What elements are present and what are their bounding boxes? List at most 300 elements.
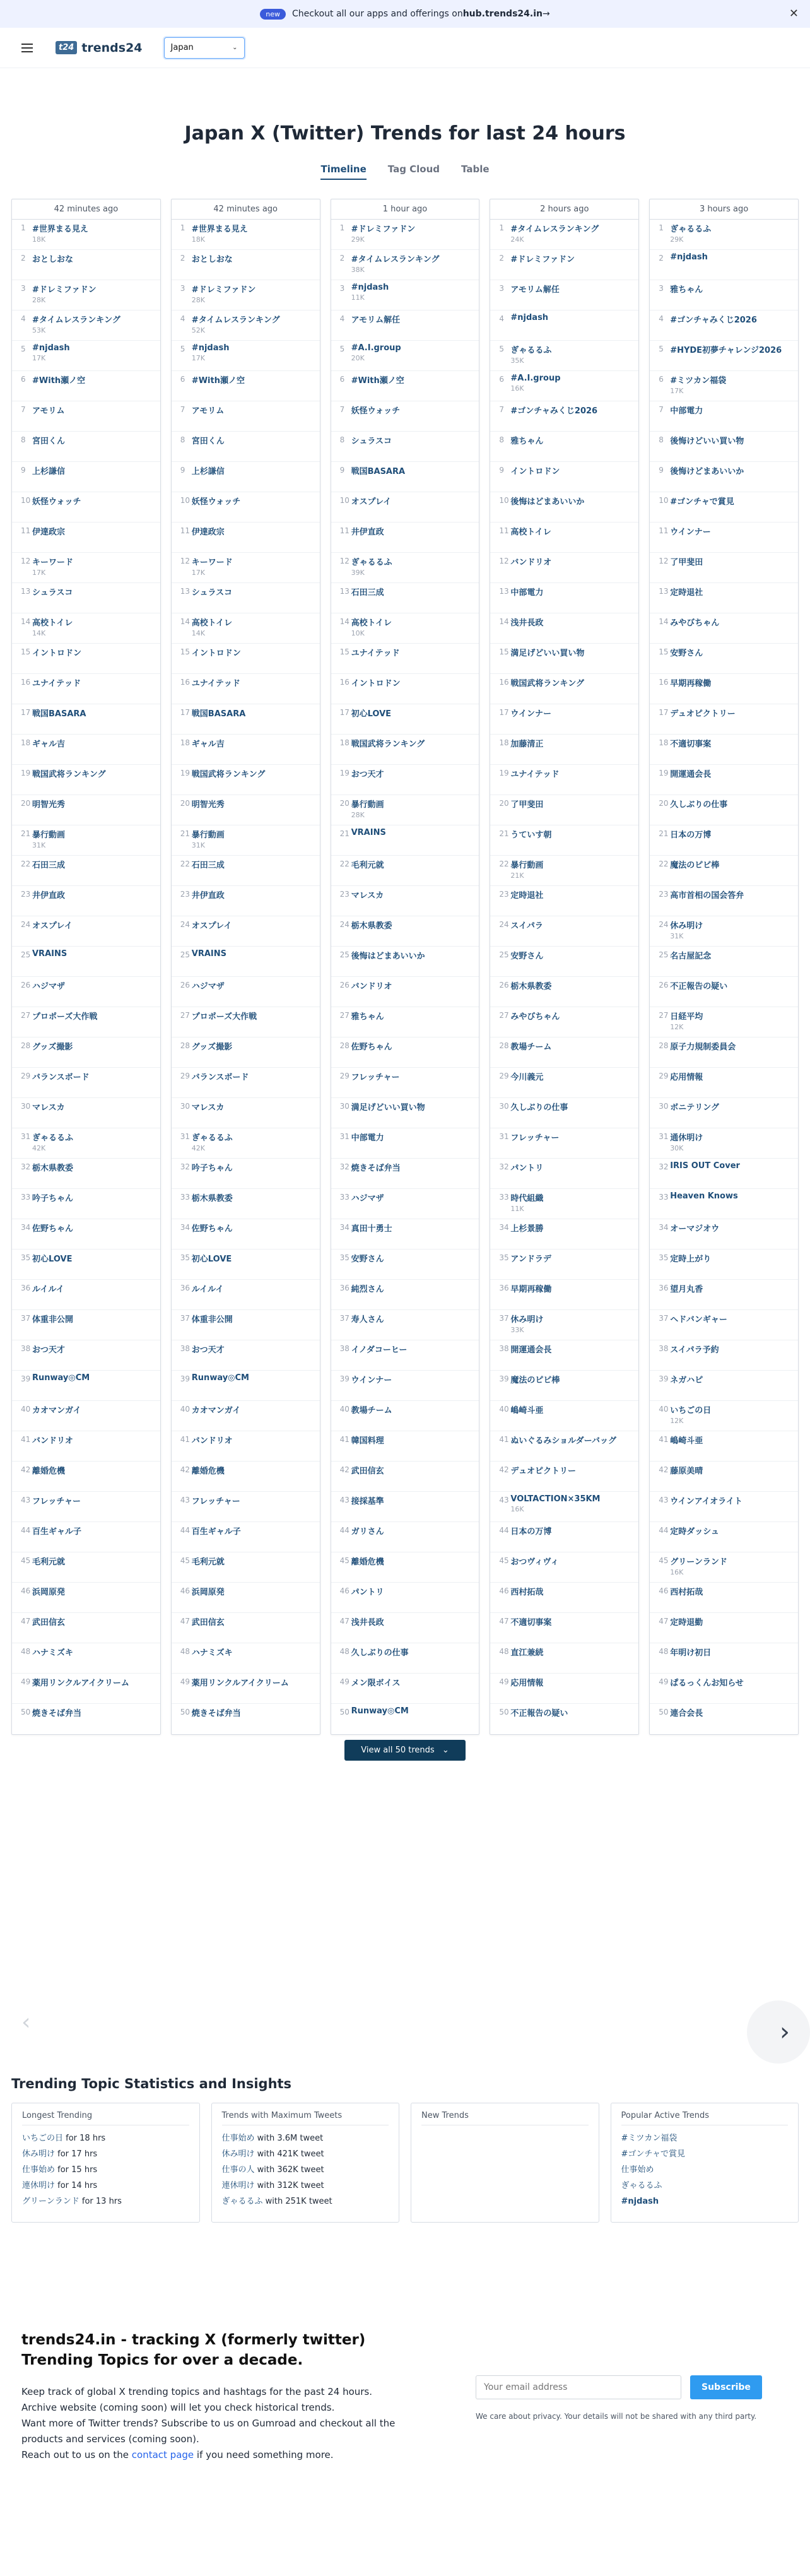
trend-item[interactable] [490, 1613, 638, 1643]
trend-item[interactable] [331, 1492, 479, 1522]
trend-item[interactable] [650, 1280, 798, 1310]
trend-item[interactable] [12, 977, 160, 1007]
tab-table[interactable]: Table [461, 163, 490, 175]
trend-item[interactable] [172, 1068, 320, 1098]
trend-name[interactable]: みやびちゃん [670, 618, 720, 628]
trend-item[interactable] [650, 1310, 798, 1340]
trend-name[interactable]: 伊達政宗 [191, 528, 225, 537]
trend-item[interactable] [650, 856, 798, 886]
trend-item[interactable] [490, 1250, 638, 1280]
trend-name[interactable]: 雅ちゃん [510, 437, 544, 446]
trend-name[interactable]: 井伊直政 [351, 528, 384, 537]
stats-item-link[interactable]: #ゴンチャで賞見 [621, 2149, 686, 2159]
trend-item[interactable] [490, 1068, 638, 1098]
trend-item[interactable] [12, 1462, 160, 1492]
trend-item[interactable] [12, 1128, 160, 1159]
trend-item[interactable] [490, 1007, 638, 1037]
trend-item[interactable] [172, 371, 320, 401]
trend-item[interactable] [12, 310, 160, 341]
trend-item[interactable] [490, 856, 638, 886]
trend-name[interactable]: #ドレミファドン [191, 285, 256, 295]
trend-item[interactable] [490, 401, 638, 432]
trend-name[interactable]: 高校トイレ [510, 528, 551, 537]
trend-item[interactable] [331, 1310, 479, 1340]
trend-item[interactable] [650, 704, 798, 735]
trend-item[interactable] [12, 1674, 160, 1704]
trend-item[interactable] [172, 1128, 320, 1159]
trend-name[interactable]: 雅ちゃん [670, 285, 703, 295]
trend-item[interactable] [12, 1189, 160, 1219]
trend-name[interactable]: 連合会長 [670, 1709, 703, 1718]
trend-item[interactable] [331, 1068, 479, 1098]
trend-name[interactable]: おつヴィヴィ [510, 1557, 559, 1567]
trend-item[interactable] [650, 553, 798, 583]
trend-item[interactable] [12, 674, 160, 704]
trend-name[interactable]: ヘドバンギャー [670, 1315, 727, 1325]
trend-item[interactable] [650, 1340, 798, 1371]
trend-name[interactable]: オスプレイ [32, 921, 73, 931]
trend-item[interactable] [172, 977, 320, 1007]
trend-item[interactable] [650, 523, 798, 553]
trend-name[interactable]: #タイムレスランキング [191, 316, 280, 325]
trend-item[interactable] [331, 1643, 479, 1674]
trend-item[interactable] [650, 310, 798, 341]
trend-name[interactable]: 了甲斐田 [670, 558, 703, 567]
trend-name[interactable]: おつ天才 [351, 770, 384, 779]
trend-name[interactable]: 妖怪ウォッチ [191, 497, 241, 507]
trend-name[interactable]: ぎゃるるふ [32, 1133, 74, 1143]
trend-name[interactable]: ウインナー [670, 528, 711, 537]
trend-name[interactable]: 吟子ちゃん [191, 1164, 233, 1173]
trend-item[interactable] [12, 1250, 160, 1280]
trend-name[interactable]: 焼きそば弁当 [191, 1709, 241, 1718]
trend-name[interactable]: ぱるっくんお知らせ [670, 1679, 744, 1688]
trend-name[interactable]: 薬用リンクルアイクリーム [191, 1679, 289, 1688]
trend-item[interactable] [172, 1674, 320, 1704]
trend-name[interactable]: 寿人さん [351, 1315, 384, 1325]
trend-item[interactable] [12, 947, 160, 977]
trend-item[interactable] [490, 613, 638, 644]
trend-item[interactable] [650, 280, 798, 310]
trend-name[interactable]: 望月丸香 [670, 1285, 703, 1294]
trend-item[interactable] [490, 462, 638, 492]
email-input[interactable] [476, 2375, 681, 2399]
trend-item[interactable] [490, 553, 638, 583]
trend-item[interactable] [12, 280, 160, 310]
stats-item-link[interactable]: 仕事の人 [221, 2165, 255, 2175]
trend-item[interactable] [331, 371, 479, 401]
trend-name[interactable]: 栃木県教委 [191, 1194, 233, 1203]
trend-name[interactable]: 開運通会長 [510, 1345, 552, 1355]
trend-item[interactable] [650, 1643, 798, 1674]
trend-item[interactable] [172, 1250, 320, 1280]
trend-name[interactable]: マレスカ [351, 891, 384, 901]
trend-item[interactable] [490, 1492, 638, 1522]
contact-page-link[interactable]: contact page [131, 2449, 194, 2461]
trend-name[interactable]: 中部電力 [510, 588, 544, 598]
trend-item[interactable] [12, 1522, 160, 1552]
trend-name[interactable]: VRAINS [351, 828, 386, 837]
trend-name[interactable]: みやびちゃん [510, 1012, 560, 1022]
trend-item[interactable] [490, 1431, 638, 1462]
trend-name[interactable]: ギャル吉 [191, 740, 225, 749]
trend-name[interactable]: 名古屋記念 [670, 952, 712, 961]
trend-item[interactable] [331, 310, 479, 341]
trend-name[interactable]: 魔法のピビ棒 [670, 861, 720, 870]
trend-name[interactable]: ウインアイオライト [670, 1497, 742, 1506]
trend-name[interactable]: 武田信玄 [351, 1467, 384, 1476]
trend-name[interactable]: 暴行動画 [510, 861, 544, 870]
trend-name[interactable]: 浅井長政 [351, 1618, 384, 1628]
trend-name[interactable]: ぎゃるるふ [670, 225, 712, 234]
trend-item[interactable] [172, 947, 320, 977]
trend-name[interactable]: 栃木県教委 [32, 1164, 74, 1173]
trend-item[interactable] [331, 583, 479, 613]
trend-name[interactable]: 浅井長政 [510, 618, 544, 628]
trend-item[interactable] [331, 1522, 479, 1552]
trend-item[interactable] [650, 1522, 798, 1552]
trend-name[interactable]: #ドレミファドン [351, 225, 416, 234]
trend-name[interactable]: 宮田くん [32, 437, 66, 446]
trend-item[interactable] [172, 553, 320, 583]
trend-item[interactable] [650, 765, 798, 795]
trend-name[interactable]: 戦国BASARA [351, 467, 406, 476]
trend-name[interactable]: ギャル吉 [32, 740, 66, 749]
trend-name[interactable]: 久しぶりの仕事 [351, 1648, 409, 1658]
trend-name[interactable]: 魔法のピビ棒 [510, 1376, 560, 1385]
trend-item[interactable] [331, 1583, 479, 1613]
stats-item-link[interactable]: 仕事始め [621, 2165, 654, 2175]
trend-name[interactable]: バンドリオ [351, 982, 392, 991]
trend-name[interactable]: 毛利元就 [32, 1557, 66, 1567]
trend-name[interactable]: 定時退社 [670, 588, 703, 598]
trend-name[interactable]: うていす朝 [510, 830, 552, 840]
trend-name[interactable]: 石田三成 [32, 861, 66, 870]
trend-name[interactable]: いちごの日 [670, 1406, 712, 1415]
trend-name[interactable]: 佐野ちゃん [191, 1224, 233, 1234]
trend-name[interactable]: イントロドン [351, 679, 401, 688]
trend-name[interactable]: フレッチャー [510, 1133, 560, 1143]
trend-name[interactable]: アモリム解任 [351, 316, 401, 325]
trend-name[interactable]: オーマジオウ [670, 1224, 720, 1234]
trend-name[interactable]: #With瀬ノ空 [351, 376, 404, 386]
trend-name[interactable]: 純烈さん [351, 1285, 384, 1294]
trend-item[interactable] [172, 280, 320, 310]
trend-name[interactable]: 嶋崎斗亜 [670, 1436, 703, 1446]
trend-item[interactable] [12, 371, 160, 401]
trend-name[interactable]: 浜岡原発 [191, 1588, 225, 1597]
trend-item[interactable] [331, 1552, 479, 1583]
trend-item[interactable] [12, 250, 160, 280]
trend-name[interactable]: ウインナー [351, 1376, 392, 1385]
trend-item[interactable] [650, 1068, 798, 1098]
trend-item[interactable] [490, 583, 638, 613]
trend-name[interactable]: #ゴンチャで賞見 [670, 497, 734, 507]
trend-name[interactable]: 高校トイレ [32, 618, 73, 628]
trend-name[interactable]: 体重非公開 [32, 1315, 74, 1325]
trend-item[interactable] [12, 1340, 160, 1371]
trend-name[interactable]: 井伊直政 [191, 891, 225, 901]
trend-item[interactable] [12, 1098, 160, 1128]
trend-item[interactable] [331, 553, 479, 583]
trend-item[interactable] [331, 401, 479, 432]
site-logo[interactable] [56, 41, 143, 55]
trend-item[interactable] [331, 977, 479, 1007]
trend-name[interactable]: パントリ [351, 1588, 384, 1597]
trend-name[interactable]: #With瀬ノ空 [32, 376, 86, 386]
trend-name[interactable]: 安野さん [510, 952, 544, 961]
trend-name[interactable]: バンドリオ [32, 1436, 73, 1446]
trend-item[interactable] [331, 1340, 479, 1371]
trend-item[interactable] [172, 674, 320, 704]
trend-name[interactable]: 安野さん [351, 1255, 384, 1264]
trend-item[interactable] [12, 401, 160, 432]
trend-name[interactable]: 戦国武将ランキング [32, 770, 106, 779]
trend-name[interactable]: スイパラ予約 [670, 1345, 719, 1355]
trend-item[interactable] [172, 825, 320, 856]
trend-name[interactable]: 後悔けどまあいいか [670, 467, 744, 476]
trend-name[interactable]: 明智光秀 [32, 800, 66, 810]
trend-name[interactable]: #タイムレスランキング [510, 225, 599, 234]
banner-link[interactable]: hub.trends24.in [462, 9, 543, 19]
trend-name[interactable]: 定時ダッシュ [670, 1527, 719, 1537]
trend-name[interactable]: 雅ちゃん [351, 1012, 384, 1022]
trend-name[interactable]: 初心LOVE [351, 709, 392, 719]
trend-item[interactable] [12, 1007, 160, 1037]
trend-name[interactable]: IRIS OUT Cover [670, 1161, 740, 1171]
trend-item[interactable] [490, 704, 638, 735]
trend-item[interactable] [12, 1068, 160, 1098]
trend-item[interactable] [12, 825, 160, 856]
trend-name[interactable]: 中部電力 [351, 1133, 384, 1143]
trend-name[interactable]: 毛利元就 [191, 1557, 225, 1567]
trend-name[interactable]: 武田信玄 [32, 1618, 66, 1628]
trend-name[interactable]: 妖怪ウォッチ [32, 497, 81, 507]
trend-name[interactable]: パントリ [510, 1164, 544, 1173]
trend-name[interactable]: Heaven Knows [670, 1191, 738, 1201]
country-select[interactable] [164, 37, 245, 59]
trend-item[interactable] [12, 613, 160, 644]
trend-item[interactable] [172, 250, 320, 280]
trend-name[interactable]: 薬用リンクルアイクリーム [32, 1679, 129, 1688]
trend-item[interactable] [490, 1371, 638, 1401]
trend-item[interactable] [490, 523, 638, 553]
trend-name[interactable]: #njdash [32, 343, 70, 353]
trend-name[interactable]: バランスボード [32, 1073, 90, 1082]
trend-name[interactable]: マレスカ [191, 1103, 225, 1113]
trend-item[interactable] [650, 341, 798, 371]
trend-name[interactable]: 後悔けどいい買い物 [670, 437, 744, 446]
trend-name[interactable]: #世界まる見え [32, 225, 88, 234]
trend-item[interactable] [490, 280, 638, 310]
stats-item-link[interactable]: #ミツカン福袋 [621, 2134, 678, 2143]
trend-name[interactable]: 加藤清正 [510, 740, 544, 749]
trend-name[interactable]: 定時退勤 [670, 1618, 703, 1628]
trend-item[interactable] [331, 280, 479, 310]
trend-name[interactable]: 佐野ちゃん [351, 1043, 392, 1052]
trend-item[interactable] [12, 341, 160, 371]
trend-item[interactable] [650, 492, 798, 523]
trend-name[interactable]: 日本の万博 [670, 830, 712, 840]
trend-item[interactable] [331, 795, 479, 825]
trend-item[interactable] [650, 735, 798, 765]
trend-item[interactable] [172, 1159, 320, 1189]
trend-item[interactable] [331, 1674, 479, 1704]
trend-item[interactable] [12, 795, 160, 825]
chevron-left-icon[interactable]: ‹ [21, 2009, 31, 2035]
trend-name[interactable]: 上杉謙信 [32, 467, 66, 476]
trend-name[interactable]: 石田三成 [191, 861, 225, 870]
trend-name[interactable]: 戦国武将ランキング [351, 740, 425, 749]
trend-name[interactable]: 高校トイレ [351, 618, 392, 628]
trend-item[interactable] [331, 765, 479, 795]
trend-item[interactable] [331, 1159, 479, 1189]
trend-item[interactable] [172, 310, 320, 341]
trend-name[interactable]: 定時退社 [510, 891, 544, 901]
trend-name[interactable]: #タイムレスランキング [32, 316, 120, 325]
trend-name[interactable]: 佐野ちゃん [32, 1224, 74, 1234]
trend-name[interactable]: VRAINS [32, 949, 68, 959]
trend-item[interactable] [331, 1613, 479, 1643]
trend-item[interactable] [172, 1219, 320, 1250]
trend-item[interactable] [12, 492, 160, 523]
trend-item[interactable] [650, 1219, 798, 1250]
trend-item[interactable] [331, 220, 479, 250]
trend-item[interactable] [650, 1128, 798, 1159]
trend-item[interactable] [650, 250, 798, 280]
trend-item[interactable] [490, 1098, 638, 1128]
trend-item[interactable] [331, 674, 479, 704]
trend-name[interactable]: 不適切事案 [510, 1618, 552, 1628]
trend-name[interactable]: 応用情報 [510, 1679, 544, 1688]
trend-name[interactable]: アモリム [32, 406, 65, 416]
trend-item[interactable] [331, 1250, 479, 1280]
trend-item[interactable] [650, 1462, 798, 1492]
trend-name[interactable]: キーワード [191, 558, 233, 567]
trend-item[interactable] [12, 1643, 160, 1674]
trend-item[interactable] [331, 1704, 479, 1734]
trend-item[interactable] [490, 1522, 638, 1552]
trend-name[interactable]: 体重非公開 [191, 1315, 233, 1325]
trend-item[interactable] [331, 1371, 479, 1401]
trend-item[interactable] [12, 1219, 160, 1250]
trend-name[interactable]: 韓国料理 [351, 1436, 384, 1446]
trend-name[interactable]: 日経平均 [670, 1012, 703, 1022]
trend-name[interactable]: ネガハピ [670, 1376, 703, 1385]
trend-item[interactable] [331, 1431, 479, 1462]
trend-item[interactable] [650, 947, 798, 977]
trend-item[interactable] [172, 1462, 320, 1492]
trend-item[interactable] [172, 523, 320, 553]
trend-item[interactable] [490, 674, 638, 704]
trend-name[interactable]: おとしおな [32, 255, 74, 264]
trend-item[interactable] [331, 492, 479, 523]
trend-name[interactable]: 高市首相の国会答弁 [670, 891, 744, 901]
trend-name[interactable]: Runway◎CM [351, 1706, 409, 1716]
trend-name[interactable]: #With瀬ノ空 [191, 376, 245, 386]
trend-item[interactable] [331, 613, 479, 644]
trend-item[interactable] [331, 1189, 479, 1219]
trend-name[interactable]: 上杉謙信 [191, 467, 225, 476]
trend-name[interactable]: 明智光秀 [191, 800, 225, 810]
trend-name[interactable]: 初心LOVE [191, 1255, 232, 1264]
trend-item[interactable] [650, 795, 798, 825]
trend-item[interactable] [12, 704, 160, 735]
trend-item[interactable] [172, 613, 320, 644]
trend-name[interactable]: オスプレイ [351, 497, 392, 507]
trend-name[interactable]: #HYDE初夢チャレンジ2026 [670, 346, 782, 355]
trend-item[interactable] [172, 1431, 320, 1462]
trend-item[interactable] [650, 674, 798, 704]
trend-name[interactable]: #A.I.group [351, 343, 401, 353]
trend-item[interactable] [650, 1583, 798, 1613]
stats-item-link[interactable]: 連休明け [221, 2181, 255, 2190]
trend-name[interactable]: ルイルイ [32, 1285, 64, 1294]
trend-name[interactable]: グッズ撮影 [32, 1043, 73, 1052]
stats-item-link[interactable]: 連休明け [22, 2181, 56, 2190]
trend-name[interactable]: 定時上がり [670, 1255, 712, 1264]
stats-item-link[interactable]: グリーンランド [22, 2197, 79, 2206]
trend-item[interactable] [172, 401, 320, 432]
trend-name[interactable]: グリーンランド [670, 1557, 727, 1567]
trend-name[interactable]: #ミツカン福袋 [670, 376, 727, 386]
trend-name[interactable]: 原子力規制委員会 [670, 1043, 736, 1052]
trend-item[interactable] [331, 1037, 479, 1068]
stats-item-link[interactable]: 仕事始め [221, 2134, 255, 2143]
trend-item[interactable] [490, 371, 638, 401]
trend-item[interactable] [650, 1371, 798, 1401]
trend-item[interactable] [490, 1704, 638, 1734]
trend-item[interactable] [172, 1310, 320, 1340]
trend-name[interactable]: デュオピクトリー [670, 709, 736, 719]
trend-name[interactable]: 浜岡原発 [32, 1588, 66, 1597]
trend-item[interactable] [650, 644, 798, 674]
trend-name[interactable]: 真田十勇士 [351, 1224, 392, 1234]
trend-item[interactable] [331, 825, 479, 856]
trend-item[interactable] [331, 1401, 479, 1431]
trend-item[interactable] [331, 947, 479, 977]
trend-item[interactable] [490, 735, 638, 765]
trend-name[interactable]: 井伊直政 [32, 891, 66, 901]
trend-item[interactable] [490, 1401, 638, 1431]
trend-name[interactable]: 休み明け [510, 1315, 544, 1325]
trend-name[interactable]: イントロドン [32, 649, 82, 658]
trend-name[interactable]: 初心LOVE [32, 1255, 73, 1264]
trend-item[interactable] [650, 1189, 798, 1219]
trend-name[interactable]: 石田三成 [351, 588, 384, 598]
trend-name[interactable]: 妖怪ウォッチ [351, 406, 401, 416]
trend-item[interactable] [650, 1401, 798, 1431]
trend-item[interactable] [12, 644, 160, 674]
trend-name[interactable]: 百生ギャル子 [191, 1527, 241, 1537]
trend-name[interactable]: 年明け初日 [670, 1648, 712, 1658]
trend-item[interactable] [172, 704, 320, 735]
trend-name[interactable]: 後悔はどまあいいか [510, 497, 585, 507]
trend-item[interactable] [12, 583, 160, 613]
trend-name[interactable]: #世界まる見え [191, 225, 248, 234]
trend-name[interactable]: シュラスコ [32, 588, 73, 598]
trend-name[interactable]: ルイルイ [191, 1285, 224, 1294]
trend-item[interactable] [172, 1704, 320, 1734]
trend-name[interactable]: 通休明け [670, 1133, 703, 1143]
trend-item[interactable] [12, 523, 160, 553]
trend-item[interactable] [331, 341, 479, 371]
trend-name[interactable]: おつ天才 [191, 1345, 225, 1355]
trend-item[interactable] [172, 1583, 320, 1613]
trend-name[interactable]: 暴行動画 [32, 830, 66, 840]
trend-name[interactable]: バンドリオ [191, 1436, 233, 1446]
trend-name[interactable]: メン限ボイス [351, 1679, 401, 1688]
